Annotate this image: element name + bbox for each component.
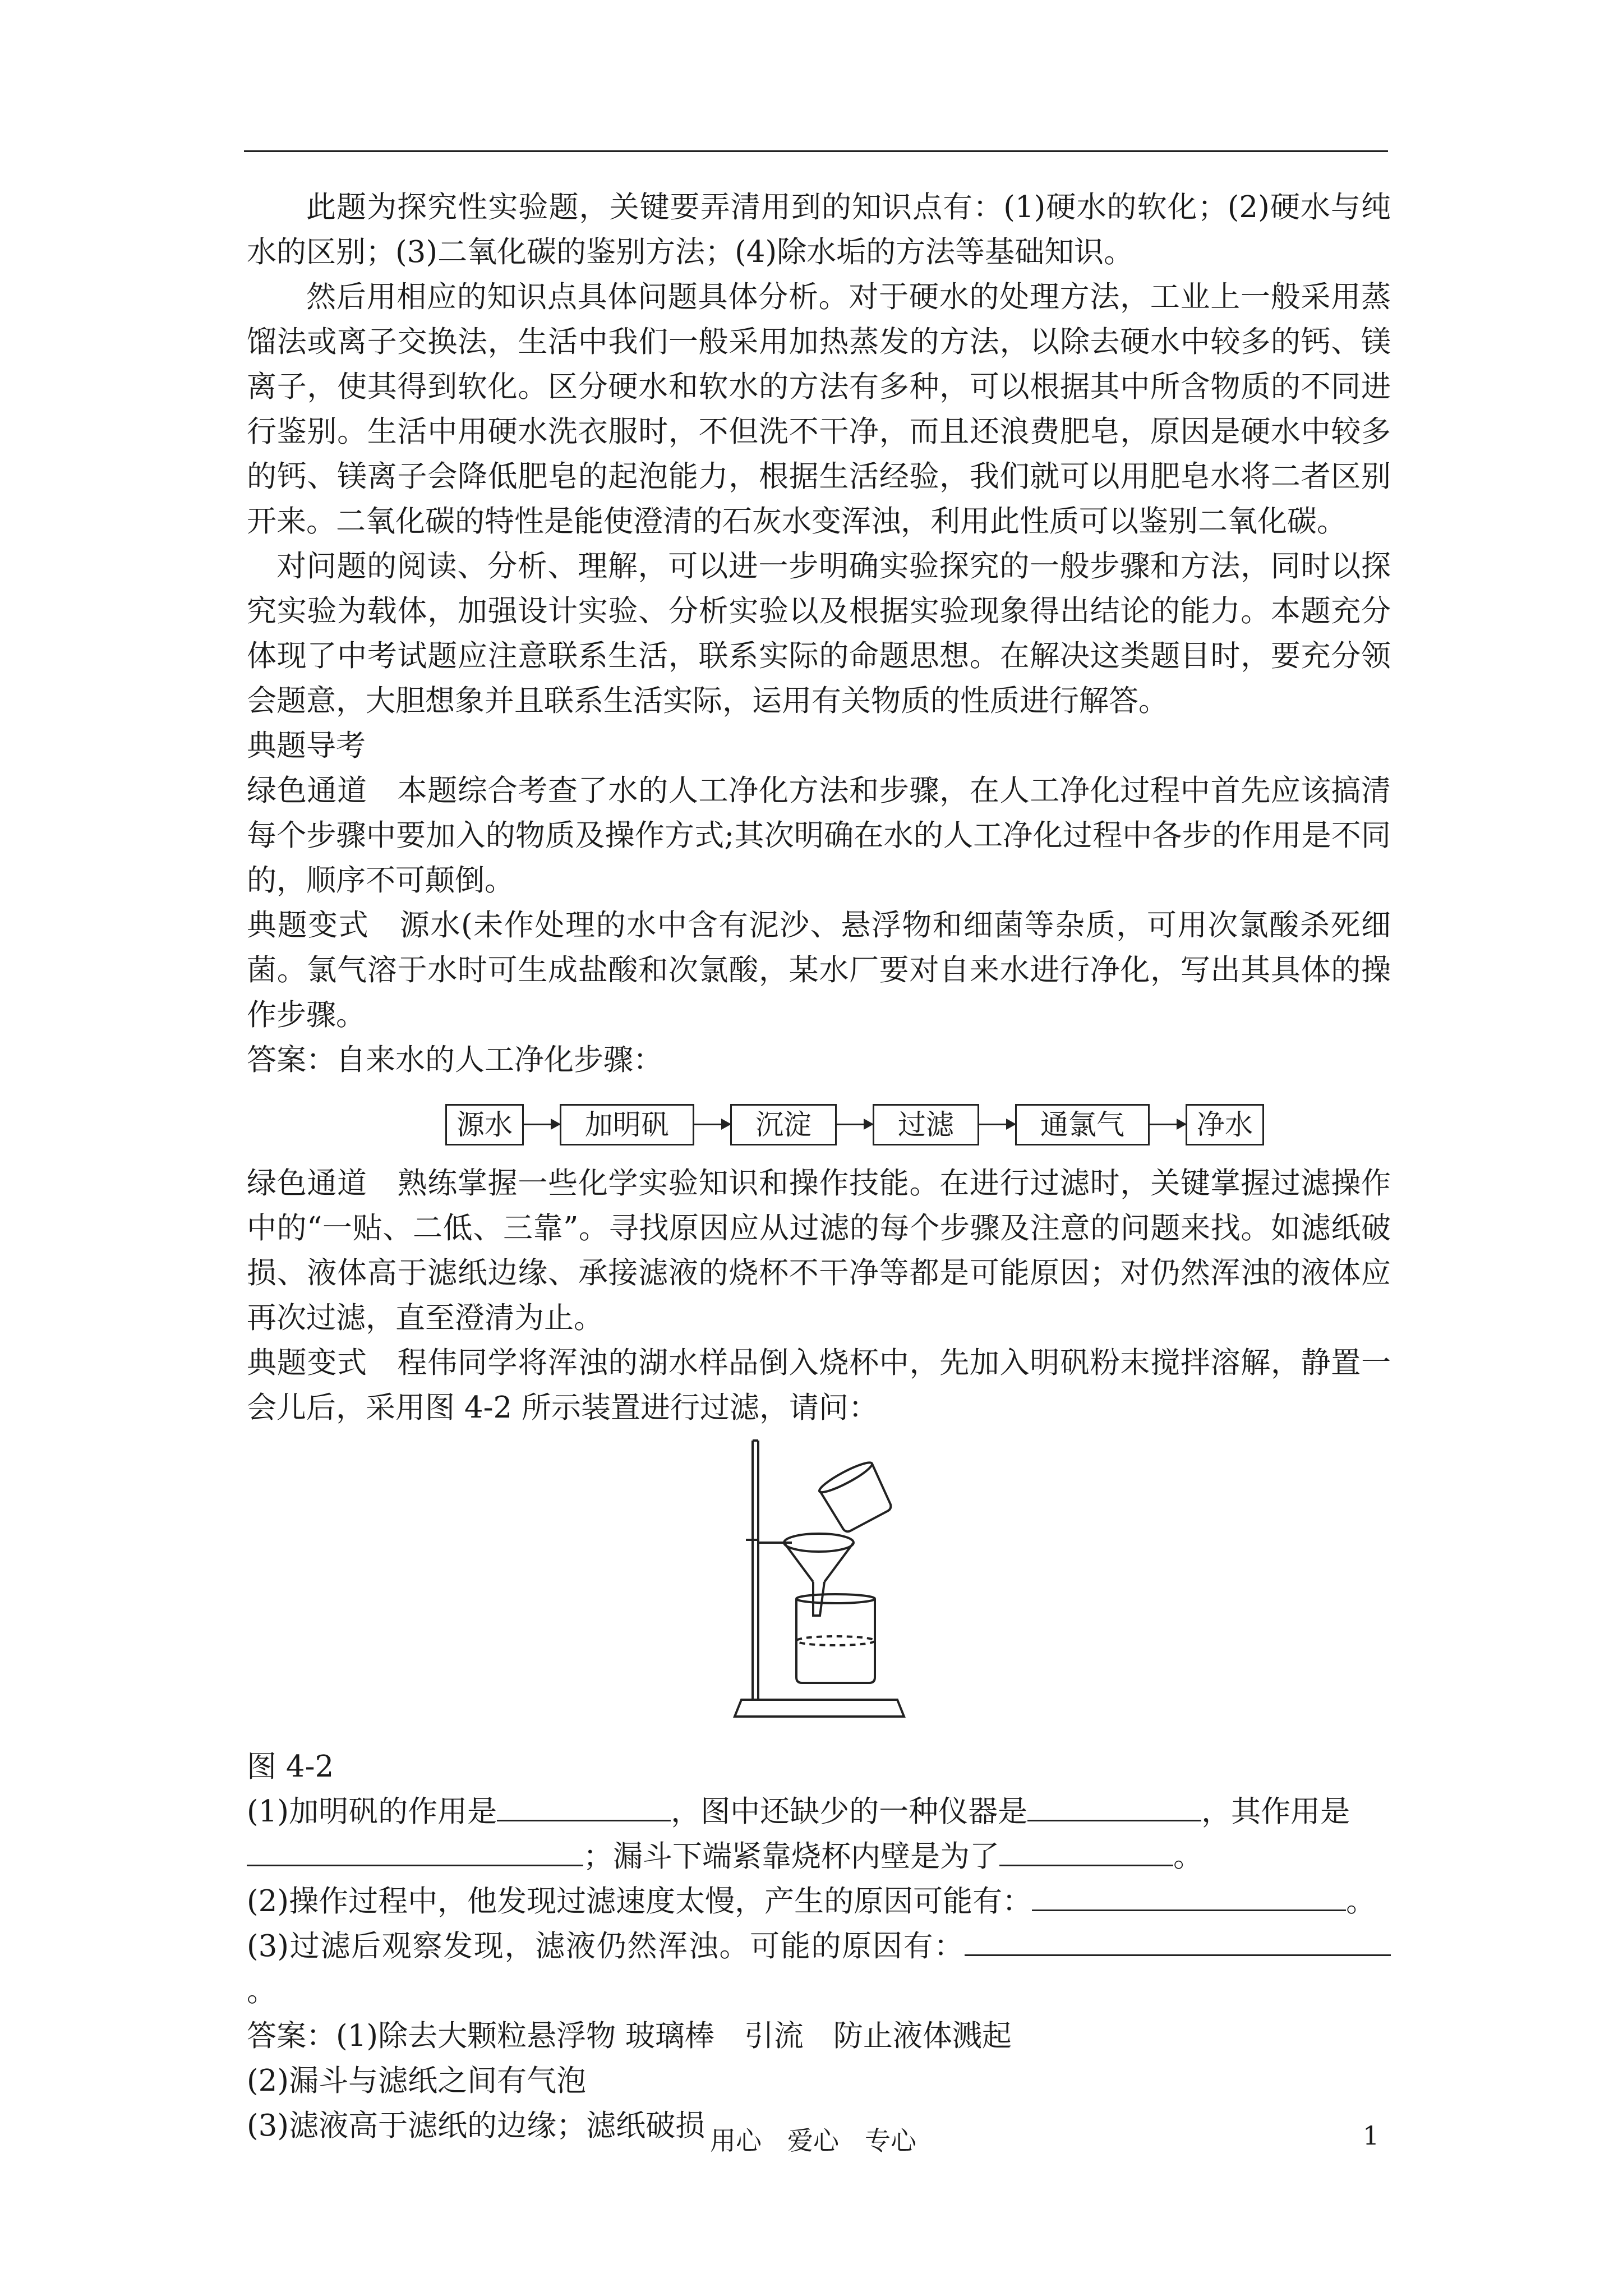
question-2 — [247, 1879, 1391, 1924]
flow-arrow-icon — [524, 1124, 560, 1125]
section-heading: 典题导考 — [247, 729, 366, 763]
footer-slogan: 用心 爱心 专心 — [710, 2125, 916, 2156]
filtration-apparatus-figure — [247, 1430, 1391, 1745]
flow-arrow-icon — [837, 1124, 873, 1125]
answer-blank[interactable] — [1027, 1792, 1201, 1821]
question-1-text-e: 。 — [1173, 1839, 1203, 1874]
answer-blank[interactable] — [497, 1792, 671, 1821]
question-2-text-b: 。 — [1346, 1884, 1376, 1918]
paragraph-answer-intro: 答案：自来水的人工净化步骤： — [247, 1043, 663, 1077]
question-1-text-c: ，其作用是 — [1201, 1795, 1350, 1829]
answer-blank[interactable] — [1032, 1881, 1346, 1911]
flow-step-add-alum: 加明矾 — [560, 1104, 694, 1145]
question-1-text-b: ，图中还缺少的一种仪器是 — [671, 1795, 1028, 1829]
paragraph-3: 对问题的阅读、分析、理解，可以进一步明确实验探究的一般步骤和方法，同时以探究实验为载体，加强设计实验、分析实验以及根据实验现象得出结论的能力。本题充分体现了中考试题应注意联系生活，联系实际的命题思想。在解决这类题目时，要充分领会题意，大胆想象并且联系生活实际，运用有关物质的性质进行解答。 — [247, 549, 1391, 718]
answer-blank[interactable] — [999, 1837, 1173, 1866]
flow-arrow-icon — [979, 1124, 1015, 1125]
answer-1: 答案：(1)除去大颗粒悬浮物 玻璃棒 引流 防止液体溅起 — [247, 2019, 1012, 2053]
flow-step-settle: 沉淀 — [730, 1104, 837, 1145]
paragraph-green-channel-1: 绿色通道 本题综合考查了水的人工净化方法和步骤，在人工净化过程中首先应该搞清每个步骤中要加入的物质及操作方式;其次明确在水的人工净化过程中各步的作用是不同的，顺序不可颠倒。 — [247, 774, 1391, 898]
paragraph-2: 然后用相应的知识点具体问题具体分析。对于硬水的处理方法，工业上一般采用蒸馏法或离子交换法，生活中我们一般采用加热蒸发的方法，以除去硬水中较多的钙、镁离子，使其得到软化。区分硬水和软水的方法有多种，可以根据其中所含物质的不同进行鉴别。生活中用硬水洗衣服时，不但洗不干净，而且还浪费肥皂，原因是硬水中较多的钙、镁离子会降低肥皂的起泡能力，根据生活经验，我们就可以用肥皂水将二者区别开来。二氧化碳的特性是能使澄清的石灰水变浑浊，利用此性质可以鉴别二氧化碳。 — [247, 280, 1391, 539]
flow-step-source-water: 源水 — [445, 1104, 524, 1145]
flow-arrow-icon — [694, 1124, 730, 1125]
document-body — [247, 185, 1391, 2148]
purification-flow-diagram — [247, 1094, 1391, 1156]
question-3-text-a: (3)过滤后观察发现，滤液仍然浑浊。可能的原因有： — [247, 1929, 965, 1963]
header-rule — [244, 150, 1388, 152]
question-3 — [247, 1924, 1391, 2014]
paragraph-green-channel-2: 绿色通道 熟练掌握一些化学实验知识和操作技能。在进行过滤时，关键掌握过滤操作中的“一贴、二低、三靠”。寻找原因应从过滤的每个步骤及注意的问题来找。如滤纸破损、液体高于滤纸边缘、承接滤液的烧杯不干净等都是可能原因；对仍然浑浊的液体应再次过滤，直至澄清为止。 — [247, 1166, 1391, 1335]
answer-2: (2)漏斗与滤纸之间有气泡 — [247, 2064, 587, 2098]
paragraph-variant-2: 典题变式 程伟同学将浑浊的湖水样品倒入烧杯中，先加入明矾粉末搅拌溶解，静置一会儿后，采用图 4-2 所示装置进行过滤，请问： — [247, 1346, 1391, 1425]
figure-caption: 图 4-2 — [247, 1750, 334, 1784]
answer-blank[interactable] — [965, 1926, 1391, 1956]
question-1-text-d: ；漏斗下端紧靠烧杯内壁是为了 — [583, 1839, 999, 1874]
answer-3: (3)滤液高于滤纸的边缘；滤纸破损 — [247, 2109, 706, 2143]
flow-step-chlorinate: 通氯气 — [1015, 1104, 1150, 1145]
question-3-text-b: 。 — [247, 1974, 276, 2008]
paragraph-1: 此题为探究性实验题，关键要弄清用到的知识点有：(1)硬水的软化；(2)硬水与纯水的区别；(3)二氧化碳的鉴别方法；(4)除水垢的方法等基础知识。 — [247, 190, 1391, 269]
answer-blank[interactable] — [247, 1837, 583, 1866]
question-2-text-a: (2)操作过程中，他发现过滤速度太慢，产生的原因可能有： — [247, 1884, 1032, 1918]
page-number: 1 — [1363, 2120, 1380, 2151]
paragraph-variant-1: 典题变式 源水(未作处理的水中含有泥沙、悬浮物和细菌等杂质，可用次氯酸杀死细菌。氯气溶于水时可生成盐酸和次氯酸，某水厂要对自来水进行净化，写出其具体的操作步骤。 — [247, 908, 1391, 1032]
flow-step-clean-water: 净水 — [1186, 1104, 1264, 1145]
flow-arrow-icon — [1150, 1124, 1186, 1125]
question-1 — [247, 1789, 1391, 1879]
flow-step-filter: 过滤 — [873, 1104, 979, 1145]
question-1-text-a: (1)加明矾的作用是 — [247, 1795, 497, 1829]
filtration-apparatus-icon — [729, 1436, 909, 1739]
